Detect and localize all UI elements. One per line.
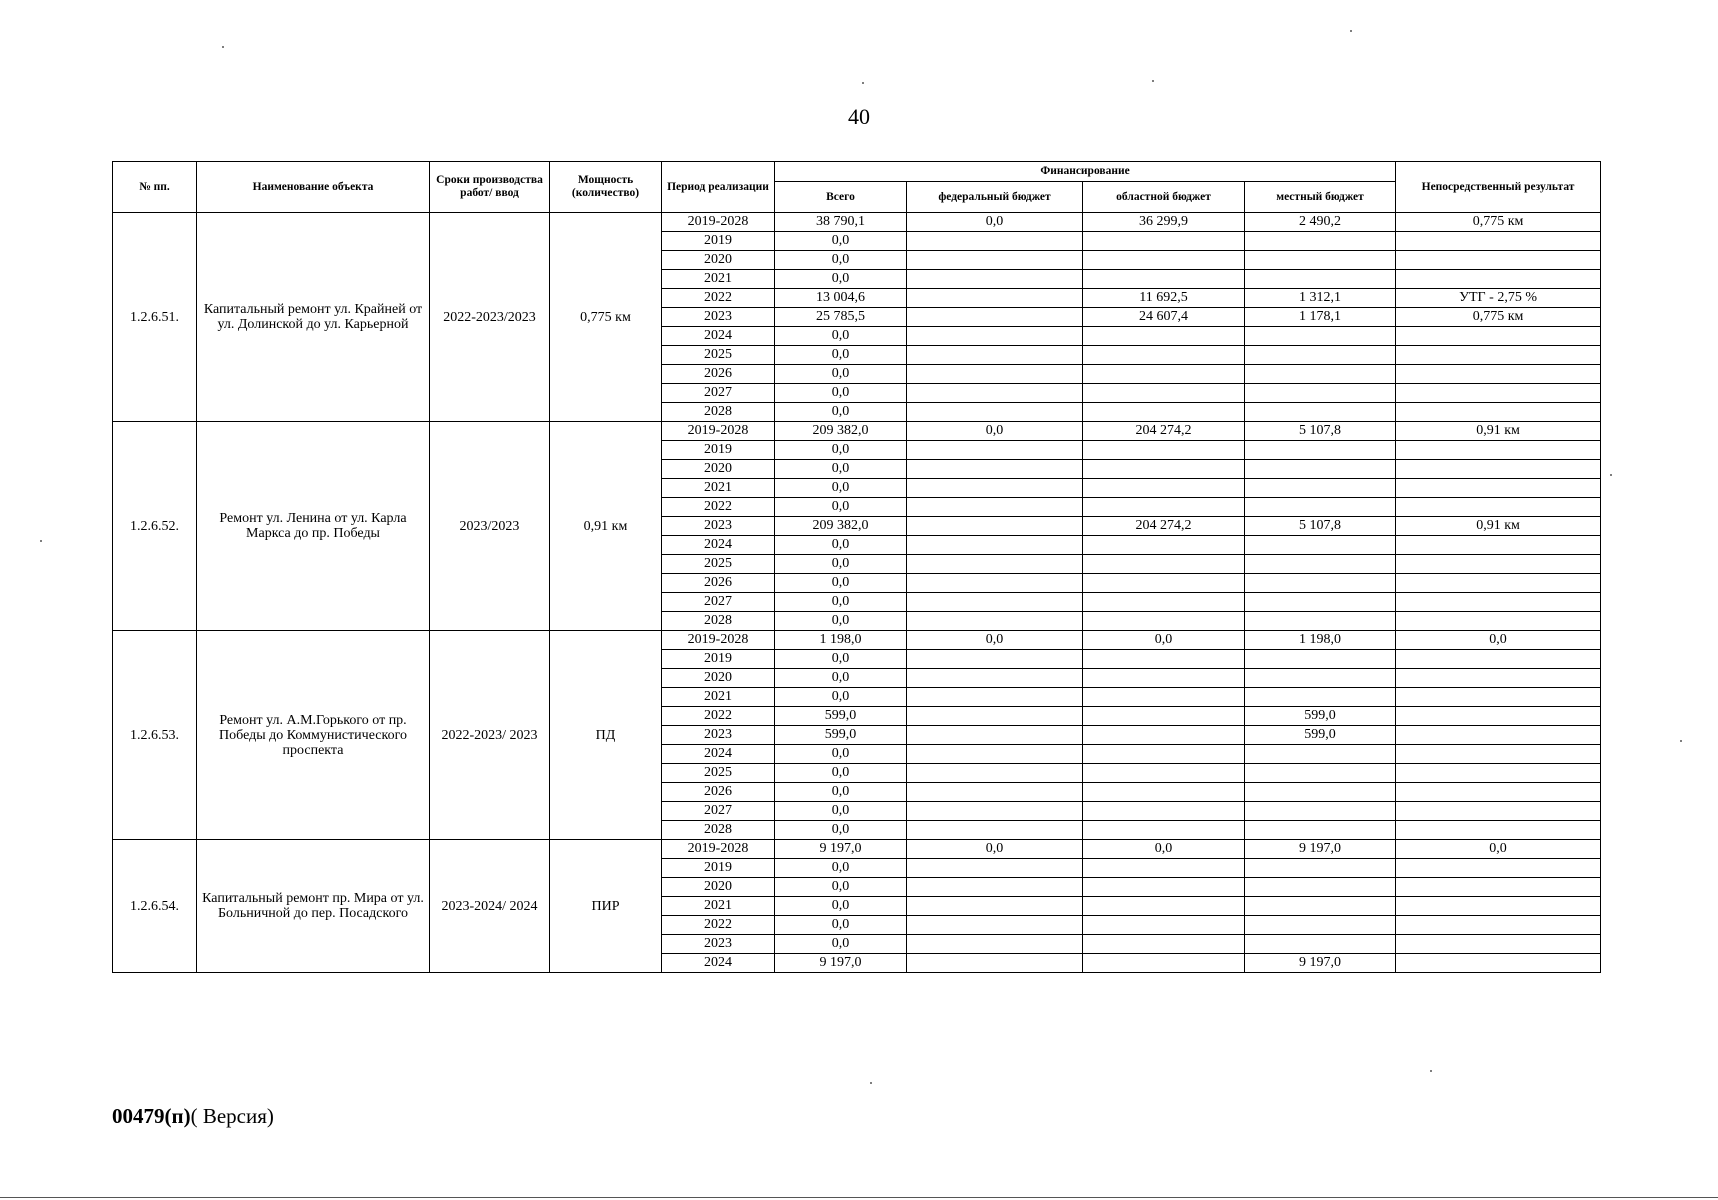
local-budget-cell xyxy=(1245,878,1396,897)
header-num: № пп. xyxy=(113,162,197,213)
result-cell xyxy=(1396,270,1601,289)
result-cell xyxy=(1396,859,1601,878)
result-cell xyxy=(1396,764,1601,783)
total-cell: 25 785,5 xyxy=(775,308,907,327)
result-cell xyxy=(1396,954,1601,973)
local-budget-cell xyxy=(1245,783,1396,802)
federal-budget-cell xyxy=(907,289,1083,308)
regional-budget-cell xyxy=(1083,536,1245,555)
total-cell: 0,0 xyxy=(775,745,907,764)
result-cell xyxy=(1396,650,1601,669)
federal-budget-cell xyxy=(907,859,1083,878)
scan-speck xyxy=(1430,1070,1432,1072)
object-name: Капитальный ремонт ул. Крайней от ул. Долинской до ул. Карьерной xyxy=(197,213,430,422)
period-cell: 2026 xyxy=(662,783,775,802)
period-cell: 2019 xyxy=(662,441,775,460)
table-row xyxy=(113,213,1601,232)
total-cell: 9 197,0 xyxy=(775,954,907,973)
federal-budget-cell xyxy=(907,251,1083,270)
local-budget-cell xyxy=(1245,764,1396,783)
result-cell xyxy=(1396,327,1601,346)
header-terms: Сроки производства работ/ ввод xyxy=(430,162,550,213)
period-cell: 2021 xyxy=(662,270,775,289)
total-cell: 0,0 xyxy=(775,232,907,251)
total-cell: 0,0 xyxy=(775,384,907,403)
total-cell: 0,0 xyxy=(775,327,907,346)
federal-budget-cell xyxy=(907,346,1083,365)
period-cell: 2019 xyxy=(662,232,775,251)
result-cell: 0,91 км xyxy=(1396,422,1601,441)
result-cell xyxy=(1396,707,1601,726)
table-body xyxy=(113,213,1601,973)
object-number: 1.2.6.53. xyxy=(113,631,197,840)
regional-budget-cell xyxy=(1083,764,1245,783)
total-cell: 0,0 xyxy=(775,270,907,289)
federal-budget-cell: 0,0 xyxy=(907,631,1083,650)
total-cell: 0,0 xyxy=(775,441,907,460)
result-cell xyxy=(1396,783,1601,802)
local-budget-cell xyxy=(1245,403,1396,422)
federal-budget-cell xyxy=(907,707,1083,726)
period-cell: 2024 xyxy=(662,327,775,346)
local-budget-cell: 9 197,0 xyxy=(1245,840,1396,859)
total-cell: 0,0 xyxy=(775,821,907,840)
federal-budget-cell xyxy=(907,916,1083,935)
local-budget-cell xyxy=(1245,688,1396,707)
local-budget-cell xyxy=(1245,650,1396,669)
document-number: 00479(п) xyxy=(112,1104,191,1128)
scan-speck xyxy=(1152,80,1154,82)
local-budget-cell xyxy=(1245,384,1396,403)
regional-budget-cell: 11 692,5 xyxy=(1083,289,1245,308)
local-budget-cell xyxy=(1245,270,1396,289)
federal-budget-cell xyxy=(907,954,1083,973)
result-cell xyxy=(1396,688,1601,707)
object-capacity: 0,775 км xyxy=(550,213,662,422)
local-budget-cell xyxy=(1245,555,1396,574)
document-code xyxy=(112,1104,274,1129)
local-budget-cell: 599,0 xyxy=(1245,726,1396,745)
period-cell: 2025 xyxy=(662,764,775,783)
header-financing: Финансирование xyxy=(775,162,1396,182)
result-cell xyxy=(1396,346,1601,365)
result-cell xyxy=(1396,441,1601,460)
total-cell: 0,0 xyxy=(775,935,907,954)
federal-budget-cell xyxy=(907,783,1083,802)
federal-budget-cell xyxy=(907,555,1083,574)
regional-budget-cell xyxy=(1083,460,1245,479)
regional-budget-cell xyxy=(1083,346,1245,365)
federal-budget-cell: 0,0 xyxy=(907,422,1083,441)
result-cell: 0,0 xyxy=(1396,631,1601,650)
local-budget-cell xyxy=(1245,498,1396,517)
total-cell: 0,0 xyxy=(775,688,907,707)
scan-speck xyxy=(1680,740,1682,742)
total-cell: 209 382,0 xyxy=(775,422,907,441)
regional-budget-cell: 0,0 xyxy=(1083,631,1245,650)
total-cell: 13 004,6 xyxy=(775,289,907,308)
local-budget-cell xyxy=(1245,574,1396,593)
regional-budget-cell xyxy=(1083,802,1245,821)
total-cell: 0,0 xyxy=(775,897,907,916)
local-budget-cell: 2 490,2 xyxy=(1245,213,1396,232)
regional-budget-cell xyxy=(1083,707,1245,726)
total-cell: 0,0 xyxy=(775,403,907,422)
federal-budget-cell xyxy=(907,365,1083,384)
federal-budget-cell xyxy=(907,327,1083,346)
result-cell: УТГ - 2,75 % xyxy=(1396,289,1601,308)
regional-budget-cell xyxy=(1083,821,1245,840)
regional-budget-cell xyxy=(1083,232,1245,251)
period-cell: 2025 xyxy=(662,555,775,574)
result-cell xyxy=(1396,555,1601,574)
total-cell: 9 197,0 xyxy=(775,840,907,859)
total-cell: 209 382,0 xyxy=(775,517,907,536)
total-cell: 0,0 xyxy=(775,460,907,479)
work-terms: 2023-2024/ 2024 xyxy=(430,840,550,973)
regional-budget-cell xyxy=(1083,479,1245,498)
period-cell: 2022 xyxy=(662,916,775,935)
local-budget-cell xyxy=(1245,859,1396,878)
regional-budget-cell: 0,0 xyxy=(1083,840,1245,859)
header-period: Период реализации xyxy=(662,162,775,213)
result-cell xyxy=(1396,384,1601,403)
federal-budget-cell xyxy=(907,935,1083,954)
regional-budget-cell xyxy=(1083,251,1245,270)
regional-budget-cell: 204 274,2 xyxy=(1083,422,1245,441)
federal-budget-cell xyxy=(907,650,1083,669)
result-cell xyxy=(1396,574,1601,593)
result-cell xyxy=(1396,916,1601,935)
total-cell: 0,0 xyxy=(775,536,907,555)
period-cell: 2027 xyxy=(662,802,775,821)
federal-budget-cell xyxy=(907,593,1083,612)
regional-budget-cell xyxy=(1083,726,1245,745)
object-name: Капитальный ремонт пр. Мира от ул. Больничной до пер. Посадского xyxy=(197,840,430,973)
local-budget-cell xyxy=(1245,441,1396,460)
period-cell: 2021 xyxy=(662,897,775,916)
local-budget-cell xyxy=(1245,745,1396,764)
result-cell xyxy=(1396,498,1601,517)
total-cell: 38 790,1 xyxy=(775,213,907,232)
regional-budget-cell: 24 607,4 xyxy=(1083,308,1245,327)
result-cell xyxy=(1396,745,1601,764)
local-budget-cell xyxy=(1245,346,1396,365)
federal-budget-cell: 0,0 xyxy=(907,213,1083,232)
period-cell: 2019-2028 xyxy=(662,631,775,650)
period-cell: 2020 xyxy=(662,251,775,270)
total-cell: 0,0 xyxy=(775,916,907,935)
period-cell: 2024 xyxy=(662,745,775,764)
regional-budget-cell xyxy=(1083,612,1245,631)
regional-budget-cell xyxy=(1083,327,1245,346)
federal-budget-cell xyxy=(907,441,1083,460)
period-cell: 2027 xyxy=(662,593,775,612)
object-capacity: 0,91 км xyxy=(550,422,662,631)
object-number: 1.2.6.52. xyxy=(113,422,197,631)
regional-budget-cell xyxy=(1083,403,1245,422)
table-row xyxy=(113,840,1601,859)
result-cell xyxy=(1396,802,1601,821)
federal-budget-cell xyxy=(907,878,1083,897)
header-local: местный бюджет xyxy=(1245,182,1396,213)
regional-budget-cell xyxy=(1083,574,1245,593)
local-budget-cell xyxy=(1245,536,1396,555)
regional-budget-cell xyxy=(1083,688,1245,707)
regional-budget-cell xyxy=(1083,954,1245,973)
result-cell xyxy=(1396,612,1601,631)
period-cell: 2022 xyxy=(662,289,775,308)
federal-budget-cell xyxy=(907,384,1083,403)
scan-speck xyxy=(40,540,42,542)
period-cell: 2019-2028 xyxy=(662,422,775,441)
financing-table xyxy=(112,161,1601,973)
result-cell xyxy=(1396,878,1601,897)
local-budget-cell xyxy=(1245,593,1396,612)
period-cell: 2023 xyxy=(662,726,775,745)
object-name: Ремонт ул. Ленина от ул. Карла Маркса до пр. Победы xyxy=(197,422,430,631)
scan-speck xyxy=(870,1082,872,1084)
federal-budget-cell xyxy=(907,517,1083,536)
local-budget-cell xyxy=(1245,460,1396,479)
federal-budget-cell xyxy=(907,270,1083,289)
result-cell: 0,775 км xyxy=(1396,308,1601,327)
total-cell: 0,0 xyxy=(775,479,907,498)
result-cell xyxy=(1396,251,1601,270)
federal-budget-cell xyxy=(907,764,1083,783)
total-cell: 0,0 xyxy=(775,650,907,669)
local-budget-cell: 1 178,1 xyxy=(1245,308,1396,327)
period-cell: 2021 xyxy=(662,479,775,498)
result-cell xyxy=(1396,232,1601,251)
result-cell xyxy=(1396,460,1601,479)
period-cell: 2021 xyxy=(662,688,775,707)
regional-budget-cell xyxy=(1083,745,1245,764)
total-cell: 0,0 xyxy=(775,802,907,821)
object-capacity: ПД xyxy=(550,631,662,840)
federal-budget-cell xyxy=(907,612,1083,631)
result-cell xyxy=(1396,536,1601,555)
result-cell: 0,775 км xyxy=(1396,213,1601,232)
period-cell: 2028 xyxy=(662,612,775,631)
total-cell: 0,0 xyxy=(775,346,907,365)
scan-speck xyxy=(1350,30,1352,32)
scan-speck xyxy=(862,82,864,84)
regional-budget-cell: 204 274,2 xyxy=(1083,517,1245,536)
federal-budget-cell xyxy=(907,821,1083,840)
federal-budget-cell xyxy=(907,232,1083,251)
total-cell: 0,0 xyxy=(775,593,907,612)
period-cell: 2023 xyxy=(662,308,775,327)
period-cell: 2026 xyxy=(662,574,775,593)
period-cell: 2020 xyxy=(662,669,775,688)
period-cell: 2027 xyxy=(662,384,775,403)
local-budget-cell xyxy=(1245,802,1396,821)
federal-budget-cell xyxy=(907,479,1083,498)
federal-budget-cell xyxy=(907,726,1083,745)
total-cell: 599,0 xyxy=(775,707,907,726)
local-budget-cell xyxy=(1245,916,1396,935)
total-cell: 0,0 xyxy=(775,669,907,688)
total-cell: 0,0 xyxy=(775,251,907,270)
local-budget-cell: 5 107,8 xyxy=(1245,422,1396,441)
local-budget-cell: 1 312,1 xyxy=(1245,289,1396,308)
federal-budget-cell xyxy=(907,574,1083,593)
total-cell: 0,0 xyxy=(775,878,907,897)
result-cell: 0,91 км xyxy=(1396,517,1601,536)
regional-budget-cell xyxy=(1083,935,1245,954)
result-cell xyxy=(1396,593,1601,612)
local-budget-cell: 9 197,0 xyxy=(1245,954,1396,973)
total-cell: 0,0 xyxy=(775,612,907,631)
regional-budget-cell xyxy=(1083,897,1245,916)
federal-budget-cell xyxy=(907,897,1083,916)
object-number: 1.2.6.51. xyxy=(113,213,197,422)
local-budget-cell: 5 107,8 xyxy=(1245,517,1396,536)
total-cell: 0,0 xyxy=(775,365,907,384)
local-budget-cell xyxy=(1245,821,1396,840)
regional-budget-cell xyxy=(1083,878,1245,897)
period-cell: 2028 xyxy=(662,821,775,840)
federal-budget-cell xyxy=(907,745,1083,764)
table-row xyxy=(113,422,1601,441)
result-cell xyxy=(1396,821,1601,840)
page-number: 40 xyxy=(848,104,870,129)
period-cell: 2019-2028 xyxy=(662,840,775,859)
regional-budget-cell xyxy=(1083,555,1245,574)
federal-budget-cell xyxy=(907,669,1083,688)
header-total: Всего xyxy=(775,182,907,213)
total-cell: 0,0 xyxy=(775,555,907,574)
period-cell: 2023 xyxy=(662,517,775,536)
document-version: ( Версия) xyxy=(190,1104,274,1128)
period-cell: 2019 xyxy=(662,650,775,669)
federal-budget-cell xyxy=(907,308,1083,327)
result-cell: 0,0 xyxy=(1396,840,1601,859)
regional-budget-cell xyxy=(1083,859,1245,878)
period-cell: 2028 xyxy=(662,403,775,422)
period-cell: 2022 xyxy=(662,707,775,726)
federal-budget-cell xyxy=(907,403,1083,422)
period-cell: 2019-2028 xyxy=(662,213,775,232)
scan-speck xyxy=(222,46,224,48)
period-cell: 2019 xyxy=(662,859,775,878)
federal-budget-cell xyxy=(907,536,1083,555)
local-budget-cell xyxy=(1245,365,1396,384)
local-budget-cell: 1 198,0 xyxy=(1245,631,1396,650)
period-cell: 2020 xyxy=(662,878,775,897)
header-regional: областной бюджет xyxy=(1083,182,1245,213)
result-cell xyxy=(1396,403,1601,422)
regional-budget-cell xyxy=(1083,384,1245,403)
federal-budget-cell xyxy=(907,460,1083,479)
regional-budget-cell xyxy=(1083,441,1245,460)
local-budget-cell xyxy=(1245,897,1396,916)
local-budget-cell xyxy=(1245,935,1396,954)
period-cell: 2024 xyxy=(662,954,775,973)
regional-budget-cell xyxy=(1083,916,1245,935)
regional-budget-cell: 36 299,9 xyxy=(1083,213,1245,232)
regional-budget-cell xyxy=(1083,498,1245,517)
total-cell: 0,0 xyxy=(775,859,907,878)
period-cell: 2024 xyxy=(662,536,775,555)
object-name: Ремонт ул. А.М.Горького от пр. Победы до Коммунистического проспекта xyxy=(197,631,430,840)
table-header xyxy=(113,162,1601,213)
regional-budget-cell xyxy=(1083,650,1245,669)
total-cell: 0,0 xyxy=(775,498,907,517)
period-cell: 2023 xyxy=(662,935,775,954)
scan-speck xyxy=(1610,474,1612,476)
work-terms: 2022-2023/2023 xyxy=(430,213,550,422)
local-budget-cell xyxy=(1245,251,1396,270)
period-cell: 2025 xyxy=(662,346,775,365)
header-federal: федеральный бюджет xyxy=(907,182,1083,213)
total-cell: 0,0 xyxy=(775,783,907,802)
work-terms: 2022-2023/ 2023 xyxy=(430,631,550,840)
scan-edge-line xyxy=(0,1197,1718,1198)
total-cell: 0,0 xyxy=(775,764,907,783)
regional-budget-cell xyxy=(1083,783,1245,802)
result-cell xyxy=(1396,669,1601,688)
federal-budget-cell xyxy=(907,498,1083,517)
object-number: 1.2.6.54. xyxy=(113,840,197,973)
table-row xyxy=(113,631,1601,650)
header-result: Непосредственный результат xyxy=(1396,162,1601,213)
local-budget-cell xyxy=(1245,327,1396,346)
regional-budget-cell xyxy=(1083,669,1245,688)
total-cell: 1 198,0 xyxy=(775,631,907,650)
local-budget-cell: 599,0 xyxy=(1245,707,1396,726)
total-cell: 599,0 xyxy=(775,726,907,745)
result-cell xyxy=(1396,726,1601,745)
local-budget-cell xyxy=(1245,232,1396,251)
local-budget-cell xyxy=(1245,479,1396,498)
header-capacity: Мощность (количество) xyxy=(550,162,662,213)
result-cell xyxy=(1396,365,1601,384)
period-cell: 2020 xyxy=(662,460,775,479)
federal-budget-cell xyxy=(907,688,1083,707)
regional-budget-cell xyxy=(1083,270,1245,289)
result-cell xyxy=(1396,935,1601,954)
object-capacity: ПИР xyxy=(550,840,662,973)
regional-budget-cell xyxy=(1083,365,1245,384)
local-budget-cell xyxy=(1245,612,1396,631)
federal-budget-cell xyxy=(907,802,1083,821)
period-cell: 2026 xyxy=(662,365,775,384)
regional-budget-cell xyxy=(1083,593,1245,612)
result-cell xyxy=(1396,479,1601,498)
local-budget-cell xyxy=(1245,669,1396,688)
header-name: Наименование объекта xyxy=(197,162,430,213)
result-cell xyxy=(1396,897,1601,916)
federal-budget-cell: 0,0 xyxy=(907,840,1083,859)
work-terms: 2023/2023 xyxy=(430,422,550,631)
total-cell: 0,0 xyxy=(775,574,907,593)
period-cell: 2022 xyxy=(662,498,775,517)
